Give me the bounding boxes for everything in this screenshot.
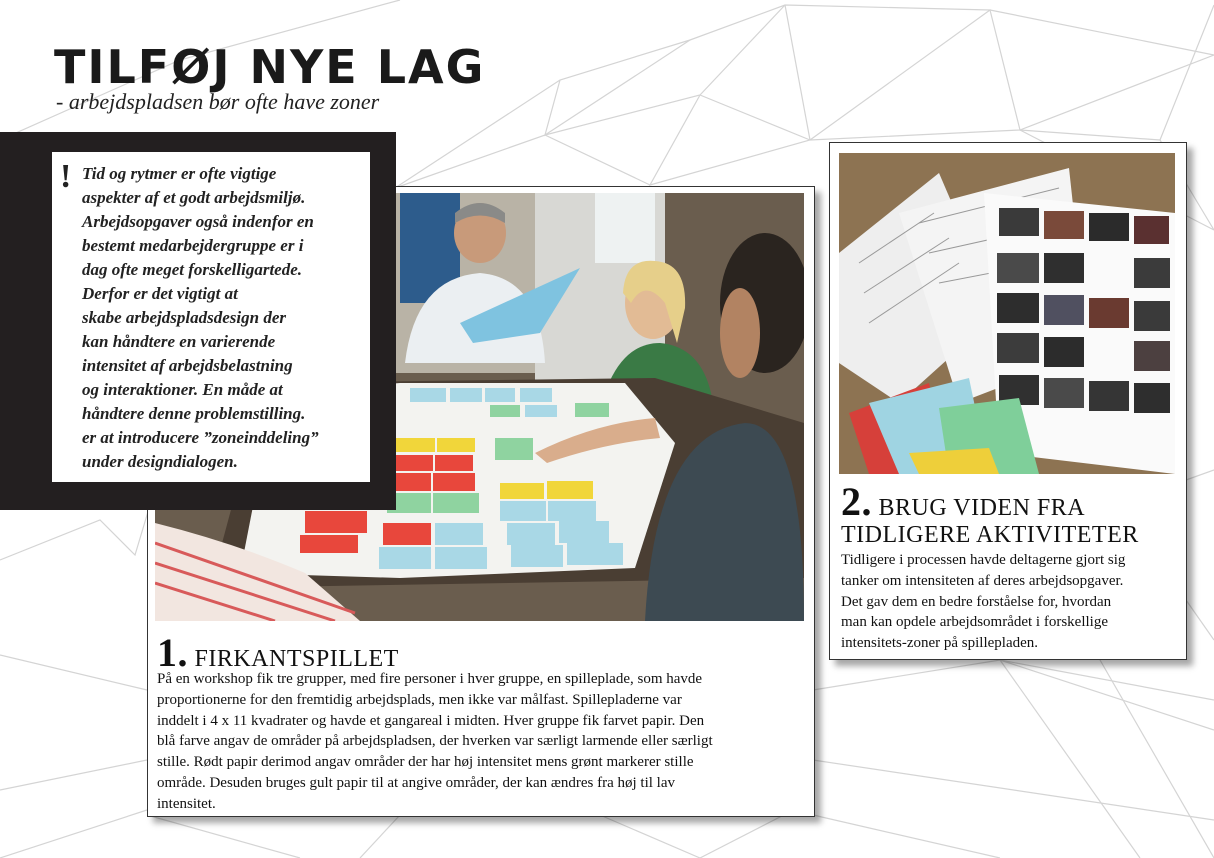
- activity-sheets-photo: [839, 153, 1175, 474]
- body-line: man kan opdele arbejdsområdet i forskellige: [841, 614, 1108, 631]
- body-line: Tidligere i processen havde deltagerne gjort sig: [841, 552, 1126, 568]
- body-line: tanker om intensiteten af deres arbejdsopgaver.: [841, 572, 1124, 589]
- section-2-body: [841, 550, 1177, 654]
- body-line: blå farve angav de områder på arbejdspladsen, der hverken var særligt larmende eller særligt: [157, 733, 713, 750]
- section-1-body: [157, 669, 805, 815]
- quote-line: aspekter af et godt arbejdsmiljø.: [82, 188, 306, 207]
- section-2-title-line: TIDLIGERE AKTIVITETER: [841, 522, 1139, 548]
- quote-line: Derfor er det vigtigt at: [82, 284, 238, 303]
- quote-line: Tid og rytmer er ofte vigtige: [82, 164, 277, 183]
- section-1-title: FIRKANTSPILLET: [194, 646, 399, 672]
- quote-text: [82, 162, 364, 474]
- quote-line: intensitet af arbejdsbelastning: [82, 356, 293, 375]
- quote-line: håndtere denne problemstilling.: [82, 404, 306, 423]
- body-line: På en workshop fik tre grupper, med fire personer i hver gruppe, en spilleplade, som havde: [157, 671, 703, 687]
- body-line: proportionerne for den fremtidig arbejdsplads, men ikke var målfast. Spillepladerne var: [157, 691, 682, 708]
- section-2-title-line: BRUG VIDEN FRA: [878, 495, 1086, 521]
- body-line: intensitets-zoner på spillepladen.: [841, 635, 1039, 652]
- body-line: intensitet.: [157, 795, 216, 812]
- quote-line: og interaktioner. En måde at: [82, 380, 283, 399]
- body-line: Det gav dem en bedre forståelse for, hvordan: [841, 593, 1112, 610]
- section-1-number: 1.: [157, 630, 188, 675]
- section-1-heading: [157, 630, 399, 675]
- body-line: inddelt i 4 x 11 kvadrater og havde et gangareal i midten. Hver gruppe fik farvet papir. Den: [157, 712, 705, 729]
- quote-line: dag ofte meget forskelligartede.: [82, 260, 303, 279]
- quote-line: kan håndtere en varierende: [82, 332, 276, 351]
- body-line: stille. Rødt papir derimod angav områder der har høj intensitet mens grønt markerer stille: [157, 754, 694, 771]
- exclamation-icon: !: [60, 158, 72, 195]
- page-subtitle: - arbejdspladsen bør ofte have zoner: [56, 89, 380, 114]
- body-line: område. Desuden bruges gult papir til at angive områder, der kan ændres fra høj til lav: [157, 774, 675, 791]
- section-2-heading: [841, 479, 1181, 548]
- quote-line: skabe arbejdspladsdesign der: [82, 308, 286, 327]
- quote-line: under designdialogen.: [82, 452, 238, 471]
- page-title: TILFØJ NYE LAG: [54, 40, 486, 94]
- quote-line: Arbejdsopgaver også indenfor en: [82, 212, 314, 231]
- quote-line: bestemt medarbejdergruppe er i: [82, 236, 304, 255]
- section-2-number: 2.: [841, 479, 872, 524]
- quote-line: er at introducere ”zoneinddeling”: [82, 428, 319, 447]
